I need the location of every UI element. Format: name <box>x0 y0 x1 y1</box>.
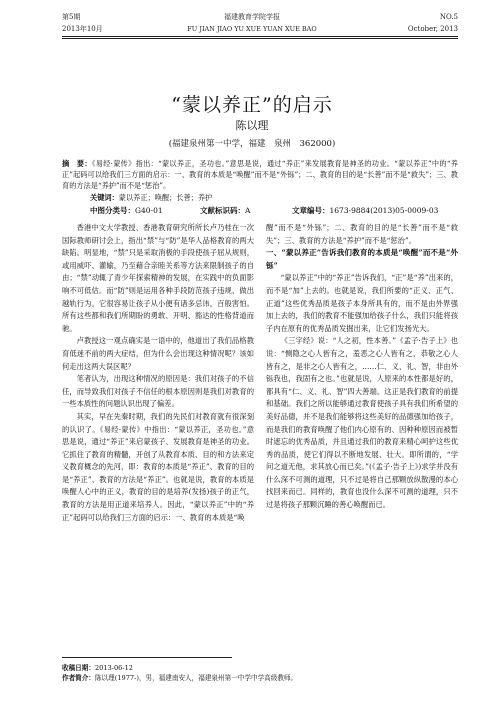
header-rule <box>62 36 458 37</box>
doc-code-value: A <box>245 206 251 215</box>
article-no-label: 文章编号： <box>292 206 330 215</box>
bio-label: 作者简介： <box>62 674 95 682</box>
document-code <box>200 205 250 216</box>
received-label: 收稿日期： <box>62 664 95 672</box>
article-title: “蒙以养正”的启示 <box>171 94 333 116</box>
issue-number: 第5期 <box>62 13 81 21</box>
clc-number <box>90 205 163 216</box>
right-column <box>266 222 458 512</box>
received-value: 2013-06-12 <box>94 664 133 672</box>
keywords-text: 蒙以养正；唤醒；长善；养护 <box>118 193 213 202</box>
article-no-value: 1673-9884(2013)05-0009-03 <box>329 206 439 215</box>
journal-month: October, 2013 <box>407 25 458 33</box>
keywords-label: 关键词： <box>90 193 119 202</box>
abstract <box>62 158 458 191</box>
article-number <box>292 205 438 216</box>
journal-pinyin: FU JIAN JIAO YU XUE YUAN XUE BAO <box>187 25 317 33</box>
left-column <box>62 222 254 524</box>
author-bio <box>62 673 297 683</box>
paragraph: 《三字经》说：“人之初，性本善。”《孟子·告子上》也说：“恻隐之心人皆有之，羞恶之心人皆有之，恭敬之心人皆有之，是非之心人皆有之，……仁、义、礼、智，非由外铄我也，我固有之也。”也就是说，人原来的本性都是好的，都具有“仁、义、礼、智”四大善端。这正是我们教育的前提和基础。我们之所以能够通过教育使孩子具有我们所希望的美好品德，并不是我们能够将这些美好的品德强加给孩子，而是我们的教育唤醒了他们内心原有的、因种种原因而被暂时遮忘的优秀品质，并且通过我们的教育来精心呵护这些优秀的品质，使它们得以不断地发展、壮大。即所谓的，“学问之道无他，求其放心而已矣。”(《孟子·告子上》)求学并没有什么深不可测的道理，只不过是将自己那颗放纵散漫的本心找回来而已。同样的，教育也没什么深不可测的道理，只不过是将孩子那颗沉睡的善心唤醒而已。 <box>266 336 458 510</box>
keywords <box>90 193 212 203</box>
paragraph-continued: 醒”而不是“外铄”；二、教育的目的是“长善”而不是“救失”；三、教育的方法是“养护”而不是“惩治”。 <box>266 223 458 245</box>
paragraph: 卢教授这一观点确实是一语中的，他道出了我们品格教育低迷不前的两大症结，但为什么会出现这种情况呢？该如何走出这两大误区呢？ <box>62 336 254 371</box>
issue-date: 2013年10月 <box>62 25 103 33</box>
paragraph: 其实，早在先秦时期，我们的先民们对教育就有很深刻的认识了。《易经·蒙传》中指出：“蒙以养正，圣功也。”意思是说，通过“养正”来启蒙孩子、发展教育是神圣的功业。它抓住了教育的精髓，开创了从教育本质、目的和方法来定义教育概念的先河，即：教育的本质是“养正”、教育的目的是“养正”、教育的方法是“养正”。也就是说，教育的本质是唤醒人心中的正义，教育的目的是培养(发扬)孩子的正气，教育的方法是用正道来培养人。因此，“蒙以养正”中的“养正”起码可以给我们三方面的启示：一、教育的本质是“唤 <box>62 411 254 522</box>
author-affiliation: (福建泉州第一中学，福建 泉州 362000) <box>168 139 336 149</box>
footnote-rule <box>62 657 232 658</box>
footnote <box>62 663 297 683</box>
abstract-text: 《易经·蒙传》指出：“蒙以养正，圣功也。”意思是说，通过“养正”来发展教育是神圣的功业。“蒙以养正”中的“养正”起码可以给我们三方面的启示：一、教育的本质是“唤醒”而不是“外铄”；二、教育的目的是“长善”而不是“救失”；三、教育的方法是“养护”而不是“惩治”。 <box>62 159 458 190</box>
clc-label: 中图分类号： <box>90 206 135 215</box>
doc-code-label: 文献标识码： <box>200 206 245 215</box>
received-date <box>62 663 297 673</box>
section-heading: 一、“蒙以养正”告诉我们教育的本质是“唤醒”而不是“外铄” <box>266 248 458 270</box>
journal-title: 福建教育学院学报 <box>224 13 280 21</box>
header-rule-2 <box>62 38 458 39</box>
clc-value: G40-01 <box>135 206 163 215</box>
journal-no: NO.5 <box>439 13 458 21</box>
paragraph: 香港中文大学教授、香港教育研究所所长卢乃桂在一次国际教师研讨会上，指出“禁”与“防”是华人品格教育的两大缺陷。明显地，“禁”只是采取消极的手段使孩子屈从规则，或用威吓、灌输，乃至藉合亲睦关系等方法来限制孩子的自由；“禁”动辄了青少年探索精神的发展，在实践中的负面影响不可低估。而“防”则是运用各种手段防范孩子违规、做出越轨行为。它很容易让孩子从小便有诸多忌讳，百般害怕。所有这些都和我们所期盼的勇敢、开明、豁达的性格背道而驰。 <box>62 223 254 333</box>
paragraph: “蒙以养正”中的“养正”告诉我们，“正”是“养”出来的，而不是“加”上去的。也就是说，我们所要的“正义、正气、正道”这些优秀品质是孩子本身所具有的，而不是由外界强加上去的，我们的教育不能强加给孩子什么，我们只能将孩子内在原有的优秀品质发掘出来，让它们发扬光大。 <box>266 273 458 333</box>
bio-value: 陈以理(1977-)，男，福建南安人，福建泉州第一中学中学高级教师。 <box>94 674 298 682</box>
paragraph: 笔者认为，出现这种情况的原因是：我们对孩子的不信任，而导致我们对孩子不信任的根本原因则是我们对教育的一些本质性的问题认识出现了偏差。 <box>62 374 254 409</box>
article-author: 陈以理 <box>235 119 269 132</box>
abstract-label: 摘 要： <box>62 159 92 168</box>
